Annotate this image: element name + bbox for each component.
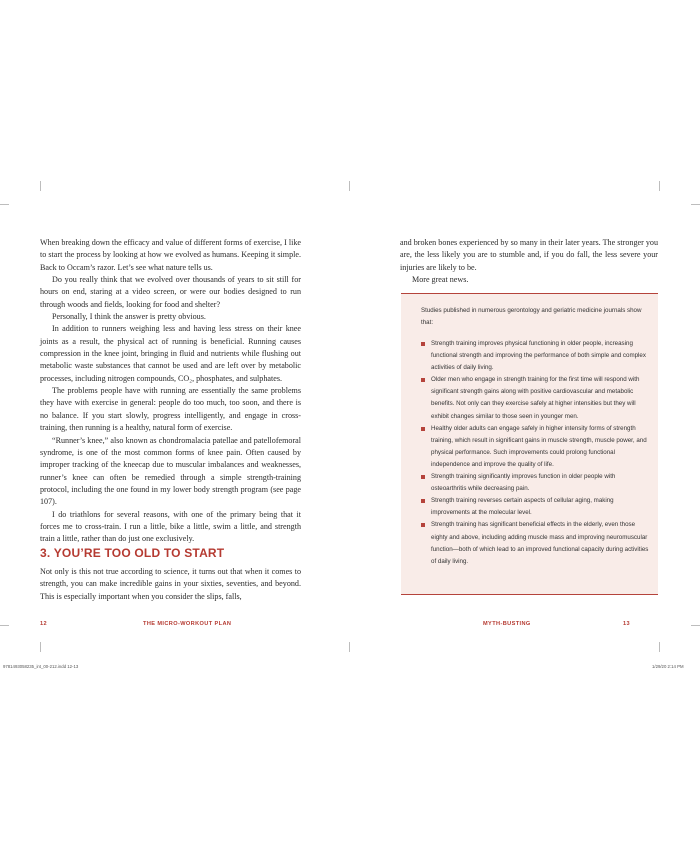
sidebar-box [401,293,658,595]
box-list [421,338,649,568]
page-number: 13 [623,621,631,627]
paragraph: More great news. [412,275,469,285]
paragraph: Personally, I think the answer is pretty obvious. [52,312,206,322]
list-item-text: Strength training improves physical functioning in older people, increasing functional strength and improving the performance of both simple and complex activities of daily living. [431,340,646,372]
list-item [421,495,649,519]
paragraph: Do you really think that we evolved over thousands of years to sit still for hours on end, staring at a video screen, or were our bodies designed to run through woods and fields, looking for food and shelter? [40,275,301,309]
paragraph: I do triathlons for several reasons, with one of the primary being that it forces me to cross-train. I run a little, bike a little, swim a little, and strength train a little, rather than do just one exclusively. [40,509,301,544]
square-bullet-icon [421,499,425,503]
paragraph: Not only is this not true according to science, it turns out that when it comes to strength, you can make incredible gains in your sixties, seventies, and beyond. This is especially important when you consider the slips, falls, [40,567,301,601]
list-item [421,338,649,374]
right-body-text [400,237,658,286]
list-item-text: Strength training reverses certain aspects of cellular aging, making improvements at the molecular level. [431,497,614,517]
list-item [421,423,649,471]
list-item [421,471,649,495]
box-intro: Studies published in numerous gerontology and geriatric medicine journals show that: [421,307,642,327]
square-bullet-icon [421,523,425,527]
paragraph: The problems people have with running are essentially the same problems they have with exercise in general: people do too much, too soon, and there is no balance. If you start slowly, progress intelligently, and engage in cross-training, then running is a healthy, natural form of exercise. [40,386,301,433]
square-bullet-icon [421,342,425,346]
running-head: MYTH-BUSTING [483,621,531,627]
left-body-text [40,237,301,546]
paragraph: In addition to runners weighing less and having less stress on their knee joints as a result, the physical act of running is beneficial. Running causes compression in the knee joint, bringing in fluid and nutrients while flushing out metabolic waste substances that cannot be used and are left over by metabolic processes, including nitrogen compounds, CO₂, phosphates, and sulphates. [40,324,301,383]
list-item [421,374,649,422]
list-item-text: Strength training significantly improves function in older people with osteoarthritis while decreasing pain. [431,473,616,493]
paragraph: and broken bones experienced by so many in their later years. The stronger you are, the less likely you are to stumble and, if you do fall, the less severe your injuries are likely to be. [400,238,658,272]
slug-line: 9781493058235_int_00-212.indd 12-13 [3,664,79,669]
right-page [350,0,700,855]
list-item [421,519,649,567]
list-item-text: Strength training has significant beneficial effects in the elderly, even those eighty and above, including adding muscle mass and improving neuromuscular function—both of which lead to an improved functional capacity during activities of daily living. [431,521,649,565]
section-heading: 3. YOU’RE TOO OLD TO START [40,546,225,560]
square-bullet-icon [421,427,425,431]
running-head: THE MICRO-WORKOUT PLAN [143,621,232,627]
square-bullet-icon [421,475,425,479]
slug-timestamp: 1/29/20 2:14 PM [652,664,684,669]
list-item-text: Older men who engage in strength training for the first time will respond with significant strength gains along with positive cardiovascular and metabolic benefits. Not only can they exercise safely at higher intensities but they will exhibit changes similar to those seen in younger men. [431,376,640,420]
paragraph: “Runner’s knee,” also known as chondromalacia patellae and patellofemoral syndrome, is one of the most common forms of knee pain. Often caused by improper tracking of the kneecap due to muscular imbalances and weaknesses, runner’s knee can often be remedied through a simple strength-training protocol, including the one found in my lower body strength program (see page 107). [40,435,301,507]
paragraph: When breaking down the efficacy and value of different forms of exercise, I like to start the process by looking at how we evolved as humans. Keeping it simple. Back to Occam’s razor. Let’s see what nature tells us. [40,238,301,272]
section-body-text [40,566,301,603]
list-item-text: Healthy older adults can engage safely in higher intensity forms of strength training, which result in significant gains in muscle strength, muscle power, and physical performance. Such improvements could prolong functional independence and improve the quality of life. [431,424,647,468]
square-bullet-icon [421,378,425,382]
page-number: 12 [40,621,48,627]
